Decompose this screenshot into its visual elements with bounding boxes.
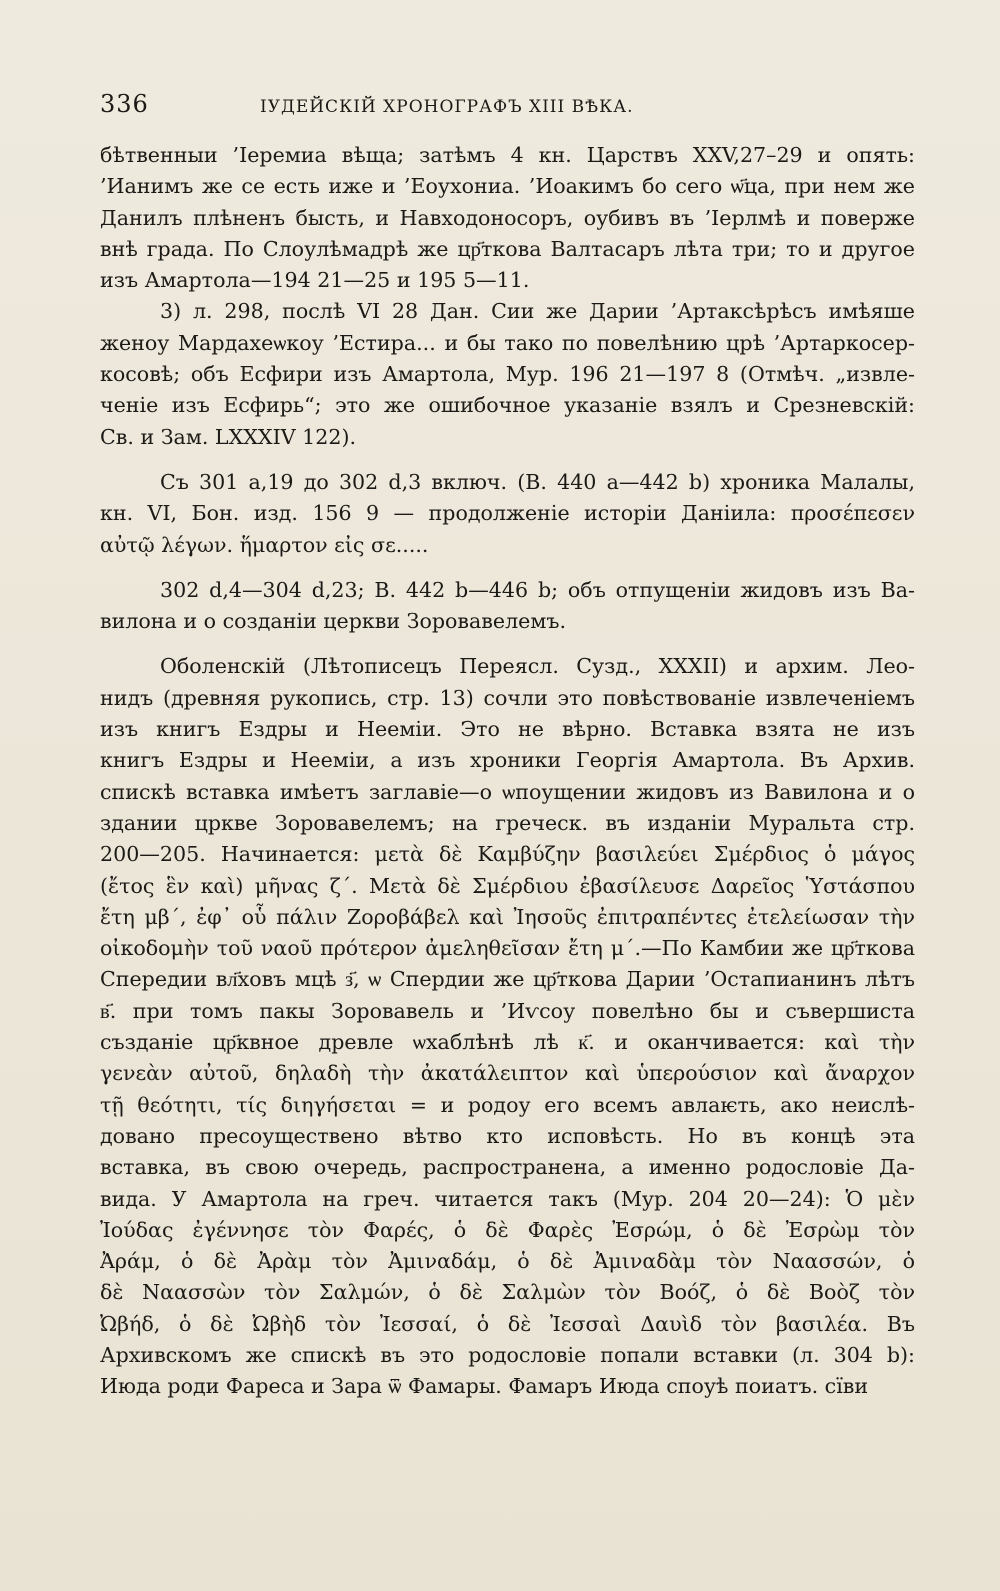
text-line: γενεὰν αὐτοῦ, δηλαδὴ τὴν ἀκατάλειπτον καὶ ὑπερούσιον καὶ ἄναρχον — [100, 1061, 915, 1086]
text-line: οἰκοδομὴν τοῦ ναοῦ πρότερον ἀμεληθεῖσαν ἔτη μ΄.—По Камбии же цр҃ткова — [100, 936, 915, 961]
text-line: внѣ града. По Слоулѣмадрѣ же цр҃ткова Валтасаръ лѣта три; то и другое — [100, 236, 915, 261]
paragraph — [100, 140, 915, 296]
body-text — [100, 140, 915, 1560]
text-line: вилона и о созданіи церкви Зоровавелемъ. — [100, 609, 567, 634]
text-line: ченіе изъ Есфирь“; это же ошибочное указаніе взялъ и Срезневскій: — [100, 393, 915, 418]
text-line: 302 d,4—304 d,23; В. 442 b—446 b; объ отпущеніи жидовъ изъ Ва- — [160, 577, 915, 602]
text-line: книгъ Ездры и Неемiи, а изъ хроники Георгія Амартола. Въ Архив. — [100, 748, 915, 773]
text-line: αὐτῷ λέγων. ἥμαρτον εἰς σε..... — [100, 532, 429, 557]
page-header — [100, 90, 915, 126]
text-line: ’Ианимъ же се есть иже и ’Еоухониа. ’Иоакимъ бо сего ѡ҃ца, при нем же — [100, 174, 915, 199]
text-line: нидъ (древняя рукопись, стр. 13) сочли это повѣствованіе извлеченіемъ — [100, 685, 915, 710]
text-line: Ὠβήδ, ὁ δὲ Ὠβὴδ τὸν Ἰεσσαί, ὁ δὲ Ἰεσσαὶ Δαυὶδ τὸν βασιλέα. Въ — [100, 1311, 915, 1336]
text-line: вставка, въ свою очередь, распространена, а именно родословіе Да- — [100, 1155, 915, 1180]
text-line: в҃. при томъ пакы Зоровавель и ’Иѵсоу повелѣно бы и съвершиста — [100, 998, 915, 1023]
text-line: спискѣ вставка имѣетъ заглавіе—о ѡпоущении жидовъ из Вавилона и о — [100, 779, 915, 804]
text-line: женоу Мардахеѡкоу ’Естира... и бы тако по повелѣнию црѣ ’Артаркосер- — [100, 330, 915, 355]
page-number: 336 — [100, 90, 149, 118]
text-line: 3) л. 298, послѣ VI 28 Дан. Сии же Дарии ’Артаксѣрѣсъ имѣяше — [160, 299, 915, 324]
text-line: 200—205. Начинается: μετὰ δὲ Καμβύζην βασιλεύει Σμέρδιος ὁ μάγος — [100, 842, 915, 867]
text-line: създаніе цр҃квное древле ѡхаблѣнѣ лѣ к҃. и оканчивается: καὶ τὴν — [100, 1030, 915, 1055]
text-line: Ἀράμ, ὁ δὲ Ἀρὰμ τὸν Ἀμιναδάμ, ὁ δὲ Ἀμιναδὰμ τὸν Ναασσών, ὁ — [100, 1249, 915, 1274]
text-line: изъ книгъ Ездры и Неемiи. Это не вѣрно. Вставка взята не изъ — [100, 717, 915, 742]
text-line: бѣтвенныи ’Іеремиа вѣща; затѣмъ 4 кн. Царствъ XXV,27–29 и опять: — [100, 143, 915, 167]
paragraph — [100, 575, 915, 638]
paragraph — [100, 651, 915, 1402]
paragraph-gap — [100, 453, 915, 467]
paragraph-gap — [100, 561, 915, 575]
text-line: кн. VI, Бон. изд. 156 9 — продолженіе исторіи Даніила: προσέπεσεν — [100, 501, 915, 526]
text-line: Архивскомъ же спискѣ въ это родословіе попали вставки (л. 304 b): — [100, 1342, 915, 1367]
text-line: косовѣ; объ Есфири изъ Амартола, Мур. 196 21—197 8 (Отмѣч. „извле- — [100, 362, 915, 387]
text-line: Ἰούδας ἐγέννησε τὸν Φαρές, ὁ δὲ Φαρὲς Ἐσρώμ, ὁ δὲ Ἐσρὼμ τὸν — [100, 1217, 915, 1242]
text-line: (ἔτος ἓν καὶ) μῆνας ζ΄. Μετὰ δὲ Σμέρδιου ἐβασίλευσε Δαρεῖος Ὑστάσπου — [100, 873, 915, 898]
text-line: довано пресоуществено вѣтво кто исповѣсть. Но въ концѣ эта — [100, 1123, 915, 1148]
text-line: δὲ Ναασσὼν τὸν Σαλμών, ὁ δὲ Σαλμὼν τὸν Βοόζ, ὁ δὲ Βοὸζ τὸν — [100, 1280, 915, 1305]
text-line: τῇ θεότητι, τίς διηγήσεται = и родоу его всемъ авлаѥть, ако неислѣ- — [100, 1092, 915, 1117]
text-line: Июда роди Фареса и Зара ѿ Фамары. Фамаръ Июда споуѣ поиатъ. сїви — [100, 1374, 869, 1399]
text-line: Данилъ плѣненъ бысть, и Навходоносоръ, оубивъ въ ’Іерлмѣ и поверже — [100, 205, 915, 230]
text-line: Спередии вл҃ховъ мцѣ з҃, ѡ Спердии же цр҃ткова Дарии ’Остапианинъ лѣтъ — [100, 967, 915, 992]
paragraph — [100, 296, 915, 452]
text-line: ἔτη μβ΄, ἐφ᾽ οὗ πάλιν Ζοροβάβελ καὶ Ἰησοῦς ἐπιτραπέντες ἐτελείωσαν τὴν — [100, 904, 915, 929]
text-line: Св. и Зам. LXXXIV 122). — [100, 424, 357, 449]
text-line: изъ Амартола—194 21—25 и 195 5—11. — [100, 268, 530, 293]
running-title: ІУДЕЙСКІЙ ХРОНОГРАФЪ XIII ВѢКА. — [260, 97, 634, 117]
paragraph — [100, 467, 915, 561]
text-line: здании цркве Зоровавелемъ; на греческ. въ изданіи Муральта стр. — [100, 810, 915, 835]
text-line: вида. У Амартола на греч. читается такъ (Мур. 204 20—24): Ὁ μὲν — [100, 1186, 915, 1211]
text-line: Съ 301 a,19 до 302 d,3 включ. (В. 440 a—442 b) хроника Малалы, — [160, 469, 915, 494]
paragraph-gap — [100, 637, 915, 651]
text-line: Оболенскій (Лѣтописецъ Переясл. Сузд., XXXII) и архим. Лео- — [160, 654, 915, 679]
